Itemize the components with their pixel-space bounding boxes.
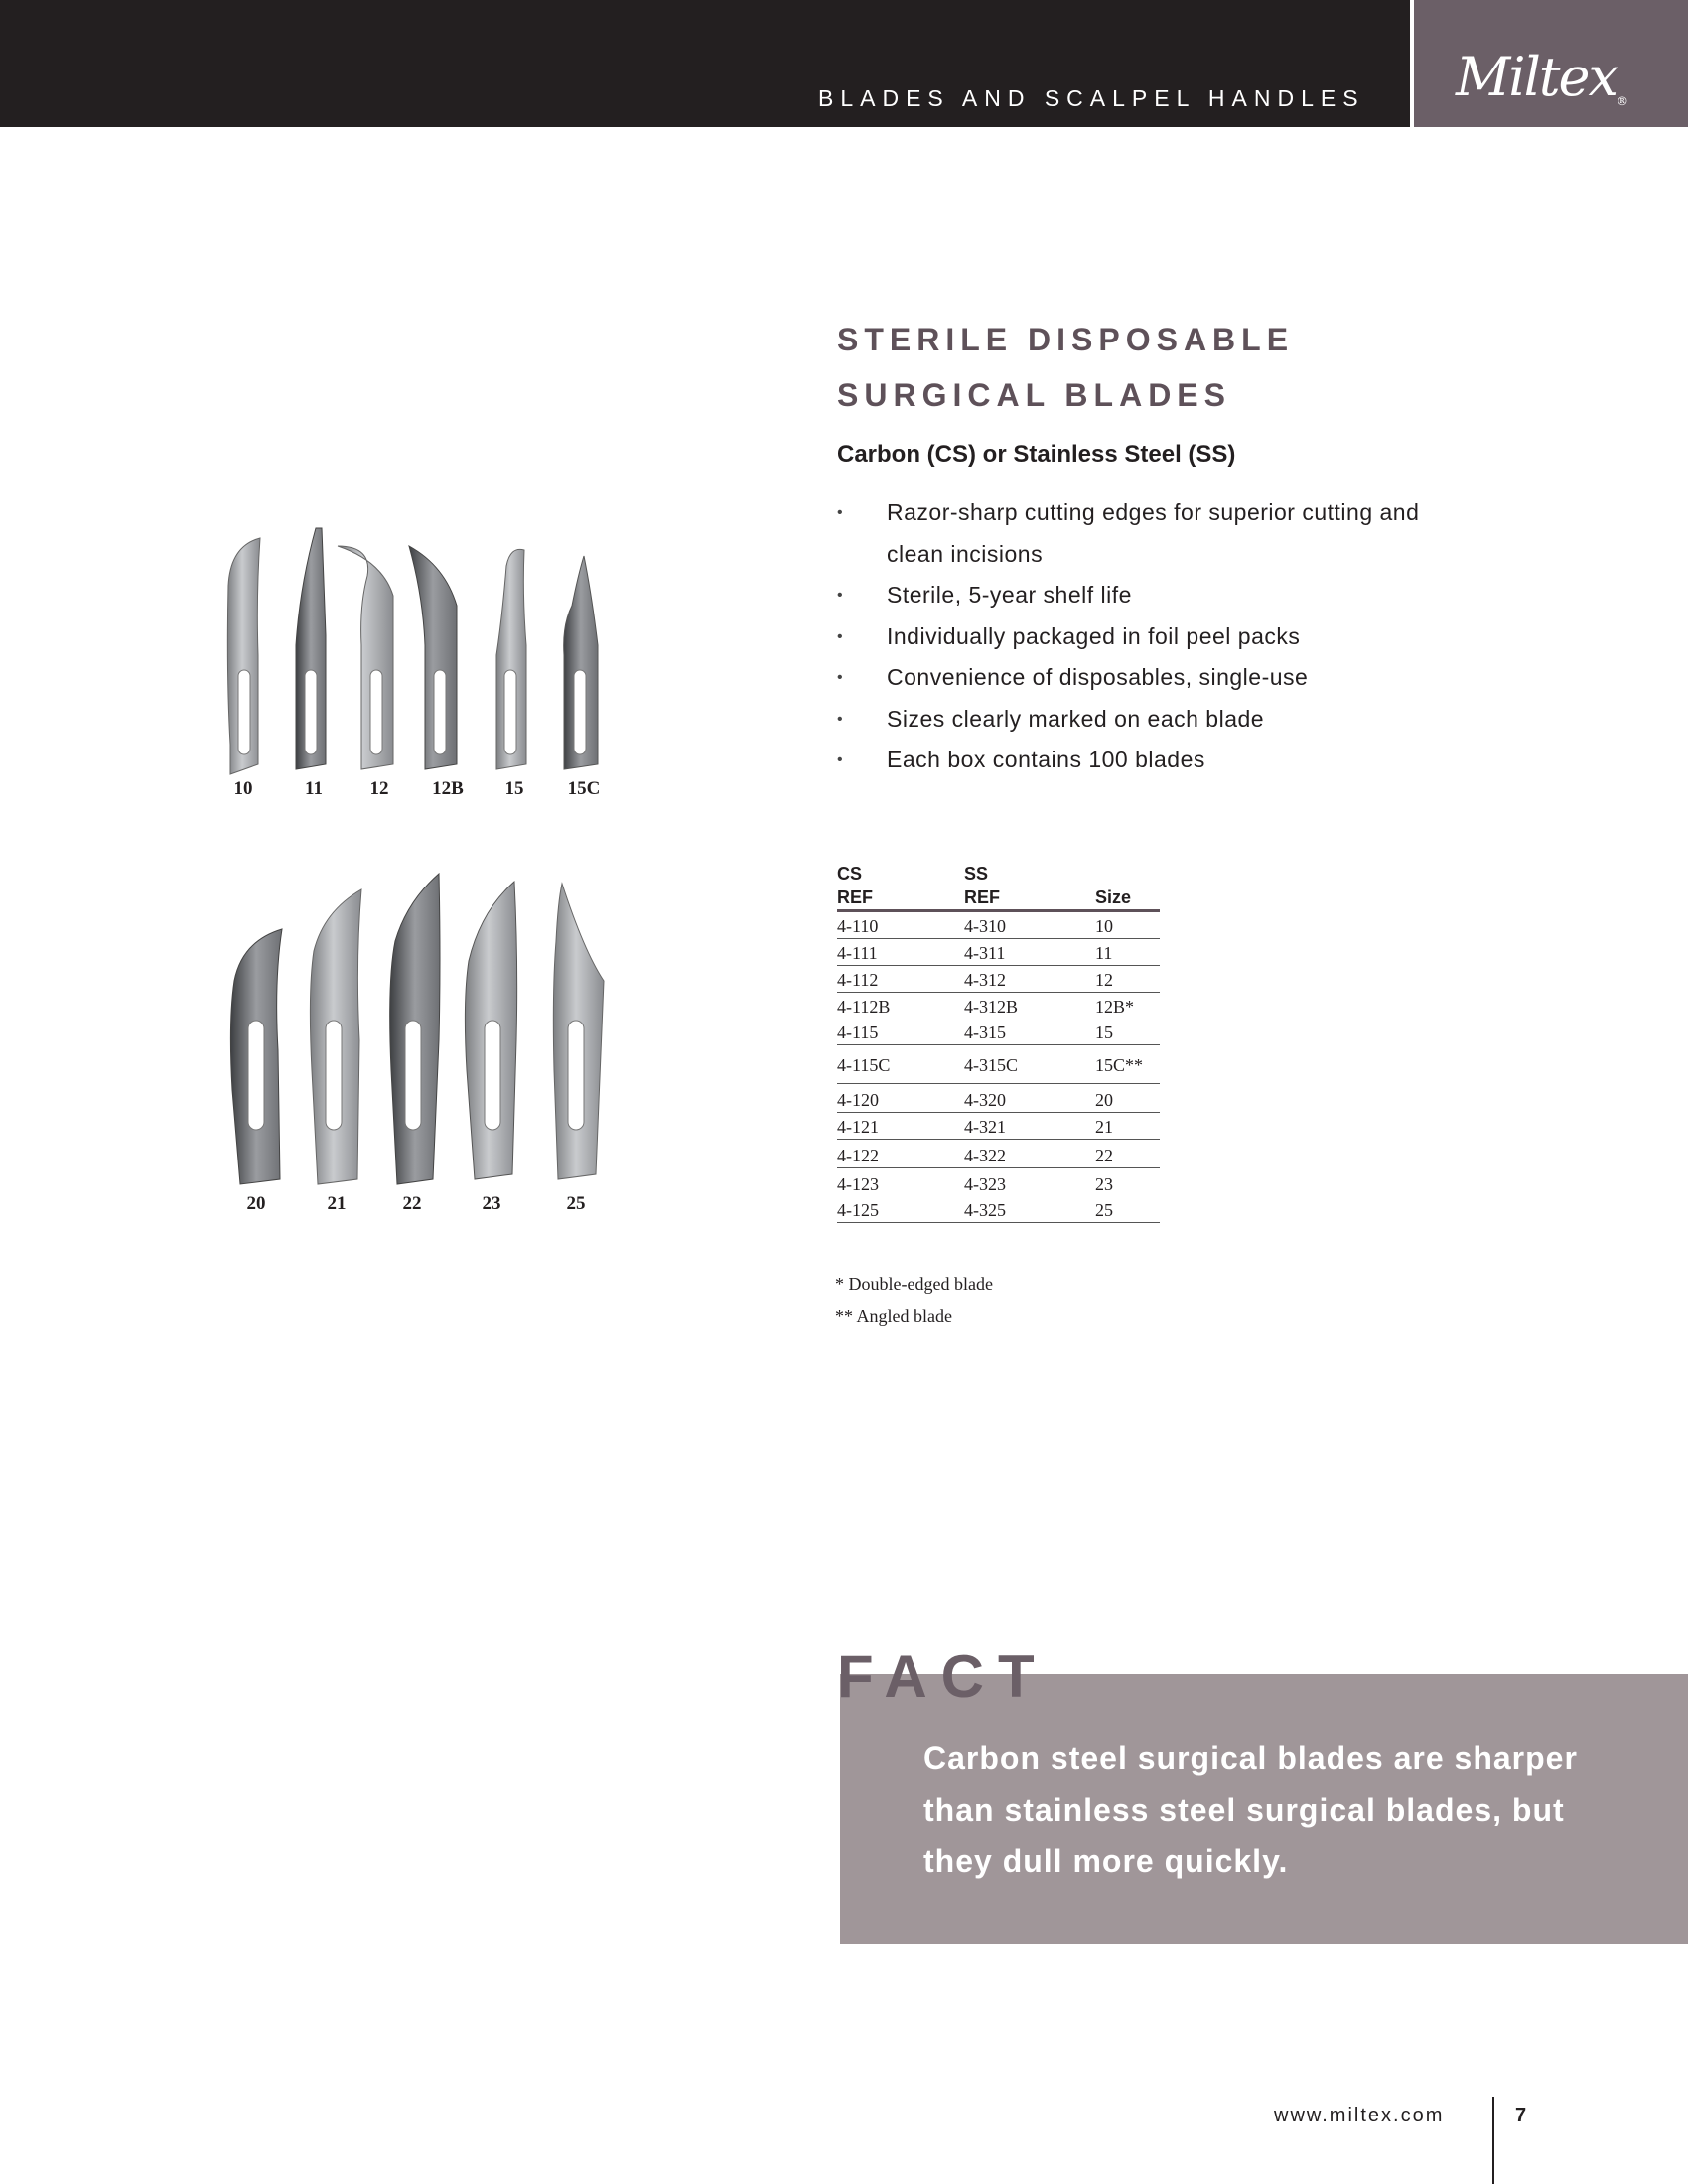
blade-12b-icon bbox=[409, 546, 457, 769]
table-row: 4-122 4-322 22 bbox=[837, 1140, 1160, 1168]
feature-list bbox=[837, 492, 1473, 781]
table-row: 4-111 4-311 11 bbox=[837, 939, 1160, 966]
blade-label: 11 bbox=[305, 778, 323, 799]
table-row: 4-112 4-312 12 bbox=[837, 966, 1160, 993]
page-number: 7 bbox=[1515, 2105, 1527, 2126]
bullet-icon: • bbox=[837, 669, 844, 686]
feature-item: • Sizes clearly marked on each blade bbox=[837, 699, 1473, 741]
blade-25-icon bbox=[553, 884, 604, 1179]
footer-divider bbox=[1492, 2097, 1494, 2184]
section-title-line2: SURGICAL BLADES bbox=[837, 377, 1231, 413]
table-row: 4-125 4-325 25 bbox=[837, 1196, 1160, 1223]
blade-12-icon bbox=[338, 546, 393, 769]
reference-table bbox=[837, 862, 1160, 1223]
blade-illustrations-row2 bbox=[220, 872, 618, 1189]
fact-label: FACT bbox=[837, 1643, 1049, 1709]
blade-15-icon bbox=[496, 549, 526, 769]
section-title bbox=[837, 312, 1294, 423]
blade-label: 15C bbox=[567, 778, 601, 799]
blade-label: 20 bbox=[246, 1193, 266, 1214]
section-title-line1: STERILE DISPOSABLE bbox=[837, 322, 1295, 357]
blade-illustrations-row1 bbox=[209, 526, 626, 774]
blade-label: 10 bbox=[233, 778, 253, 799]
blade-11-icon bbox=[296, 528, 326, 769]
brand-box bbox=[1410, 0, 1688, 127]
bullet-icon: • bbox=[837, 587, 844, 604]
feature-item: • Individually packaged in foil peel packs bbox=[837, 616, 1473, 658]
table-row: 4-115C 4-315C 15C** bbox=[837, 1045, 1160, 1084]
cs-ref-header: CS REF bbox=[837, 862, 964, 911]
bullet-icon: • bbox=[837, 710, 844, 728]
material-subtitle: Carbon (CS) or Stainless Steel (SS) bbox=[837, 441, 1236, 468]
footnote-angled: ** Angled blade bbox=[835, 1306, 952, 1326]
blade-label: 21 bbox=[327, 1193, 347, 1214]
blade-22-icon bbox=[390, 874, 440, 1184]
blade-20-icon bbox=[230, 929, 282, 1184]
bullet-icon: • bbox=[837, 627, 844, 645]
table-row: 4-112B 4-312B 12B* bbox=[837, 997, 1135, 1017]
blade-21-icon bbox=[310, 889, 361, 1184]
size-header: Size bbox=[1095, 862, 1160, 911]
fact-text: Carbon steel surgical blades are sharper than stainless steel surgical blades, but they dull more quickly. bbox=[923, 1740, 1578, 1879]
blade-label: 22 bbox=[402, 1193, 422, 1214]
table-row: 4-120 4-320 20 bbox=[837, 1084, 1160, 1113]
bullet-icon: • bbox=[837, 504, 844, 521]
blade-label: 12B bbox=[432, 778, 464, 799]
blade-23-icon bbox=[465, 882, 516, 1179]
bullet-icon: • bbox=[837, 751, 844, 768]
registered-mark: ® bbox=[1616, 94, 1626, 108]
table-row: 4-123 4-323 23 bbox=[837, 1174, 1113, 1194]
feature-item: • Convenience of disposables, single-use bbox=[837, 657, 1473, 699]
blade-label: 12 bbox=[369, 778, 389, 799]
table-row: 4-121 4-321 21 bbox=[837, 1113, 1160, 1140]
blade-label: 15 bbox=[504, 778, 524, 799]
footer-url[interactable]: www.miltex.com bbox=[1274, 2105, 1445, 2126]
feature-item: • Each box contains 100 blades bbox=[837, 740, 1473, 781]
feature-item: • Razor-sharp cutting edges for superior cutting and clean incisions bbox=[837, 492, 1473, 575]
table-row: 4-110 4-310 10 bbox=[837, 911, 1160, 939]
blade-15c-icon bbox=[564, 556, 598, 769]
ss-ref-header: SS REF bbox=[964, 862, 1095, 911]
brand-name: Miltex bbox=[1456, 46, 1617, 108]
table-row: 4-115 4-315 15 bbox=[837, 1019, 1160, 1045]
footnote-double-edged: * Double-edged blade bbox=[835, 1274, 993, 1294]
blade-label: 23 bbox=[482, 1193, 501, 1214]
blade-10-icon bbox=[227, 538, 260, 774]
table-header-row bbox=[837, 862, 1160, 911]
miltex-logo bbox=[1456, 46, 1626, 108]
feature-item: • Sterile, 5-year shelf life bbox=[837, 575, 1473, 616]
blade-label: 25 bbox=[566, 1193, 586, 1214]
header-title: BLADES AND SCALPEL HANDLES bbox=[818, 85, 1365, 111]
